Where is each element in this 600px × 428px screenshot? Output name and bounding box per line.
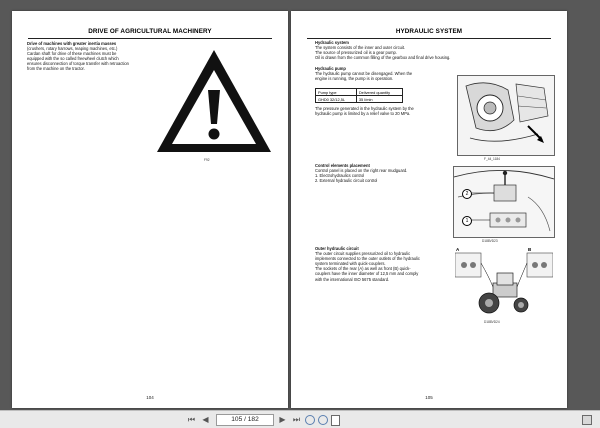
body-line: The source of pressurized oil is a gear pump. [315, 50, 397, 56]
outer-circuit-section [315, 246, 445, 282]
pdf-toolbar [0, 410, 600, 428]
hydraulic-pump-section [315, 66, 439, 81]
control-panel-illustration [454, 167, 554, 237]
figure-caption: D188VD24 [484, 320, 500, 324]
body-line: ensures disconnection of torque transfer with retroaction [27, 61, 129, 67]
table-cell: GHD0 32/12,5L [316, 96, 357, 103]
pump-pressure-text [315, 106, 439, 116]
control-elements-section [315, 163, 443, 183]
figure-caption: F92 [204, 158, 210, 162]
body-line: 1. Electrohydraulics control [315, 173, 365, 179]
callout-1: 1 [462, 216, 472, 226]
body-line: engine is running, the pump is in operation. [315, 76, 394, 82]
page-105 [291, 11, 567, 408]
table-header: Delivered quantity [356, 89, 402, 96]
control-panel-figure [453, 166, 555, 238]
section-heading: Control elements placement [315, 163, 370, 168]
hydraulic-system-section [315, 40, 555, 60]
body-line: The hydraulic pump cannot be disengaged. When the [315, 71, 413, 77]
warning-triangle-icon [155, 48, 273, 156]
body-line: equipped with the so called freewheel clutch which [27, 56, 119, 62]
figure-caption: D188VD23 [482, 239, 498, 243]
body-line: hydraulic pump is limited by a relief valve to 20 MPa. [315, 111, 411, 117]
body-line: from the machine on the tractor. [27, 66, 85, 72]
first-page-icon[interactable]: ⏮ [187, 415, 196, 424]
callout-a: A [456, 247, 460, 252]
body-line: (crushers, rotary harrows, reaping machines, etc.) [27, 46, 118, 52]
next-page-icon[interactable]: ▶ [279, 415, 286, 424]
page-title: HYDRAULIC SYSTEM [307, 28, 551, 39]
last-page-icon[interactable]: ⏭ [292, 415, 301, 424]
body-line: with the international ISO 5675 standard. [315, 276, 390, 282]
body-line: The outer circuit supplies pressurized oil to hydraulic [315, 251, 411, 257]
table-header: Pump type [316, 89, 357, 96]
body-line: The sockets of the rear (A) as well as front (B) quick- [315, 266, 411, 272]
body-line: Cardan shaft for drive of these machines must be [27, 51, 117, 57]
zoom-out-icon[interactable] [318, 415, 328, 425]
body-line: Control panel is placed on the right rear mudguard. [315, 168, 408, 174]
callout-2: 2 [462, 189, 472, 199]
section-heading: Hydraulic pump [315, 66, 346, 71]
body-line: system terminated with quick-couplers. [315, 261, 386, 267]
body-line: implements connected to the outer outlets of the hydraulic [315, 256, 420, 262]
body-line: The system consists of the inner and outer circuit. [315, 45, 406, 51]
body-line: Oil is drawn from the common filling of the gearbox and final drive housing. [315, 55, 451, 61]
page-title: DRIVE OF AGRICULTURAL MACHINERY [28, 28, 272, 39]
tractor-couplers-illustration [455, 247, 553, 317]
page-number-input[interactable]: 105 / 182 [216, 414, 274, 426]
section-heading: Hydraulic system [315, 40, 349, 45]
zoom-in-icon[interactable] [305, 415, 315, 425]
body-line: The pressure generated in the hydraulic system by the [315, 106, 414, 111]
fit-page-icon[interactable] [331, 415, 340, 426]
section-heading: Outer hydraulic circuit [315, 246, 359, 251]
section-heading: Drive of machines with greater inertia masses [27, 41, 117, 46]
table-cell: 35 l/min [356, 96, 402, 103]
body-line: 2. External hydraulic circuit control [315, 178, 378, 184]
settings-icon[interactable] [582, 415, 592, 425]
figure-caption: F_44_1184 [484, 157, 500, 161]
prev-page-icon[interactable]: ◀ [202, 415, 209, 424]
outer-circuit-figure [455, 247, 553, 317]
body-line: couplers have the inner diameter of 12,5 mm and comply [315, 271, 419, 277]
section-text [27, 41, 155, 72]
page-104 [12, 11, 288, 408]
pump-illustration [458, 76, 554, 155]
callout-b: B [528, 247, 532, 252]
pump-spec-table [315, 88, 403, 103]
hydraulic-pump-figure [457, 75, 555, 156]
page-number: 105 [425, 395, 433, 400]
page-number: 104 [146, 395, 154, 400]
